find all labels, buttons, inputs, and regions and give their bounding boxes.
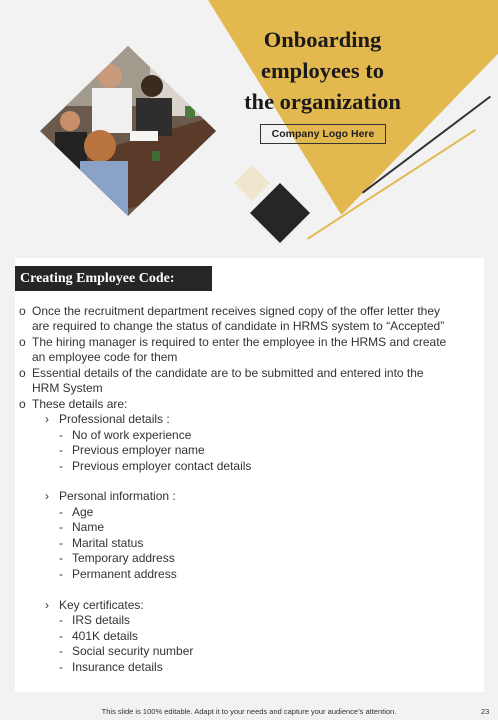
detail-item: IRS details: [72, 613, 131, 627]
group-label: Professional details :: [59, 412, 170, 426]
detail-item: Insurance details: [72, 660, 163, 674]
company-logo-placeholder: [260, 124, 386, 144]
detail-item: Permanent address: [72, 567, 177, 581]
item-marker: -: [59, 520, 63, 534]
detail-item: Previous employer contact details: [72, 459, 252, 473]
item-marker: -: [59, 567, 63, 581]
cream-diamond-shape: [234, 165, 270, 201]
item-marker: -: [59, 629, 63, 643]
detail-item: Social security number: [72, 644, 194, 658]
content-panel: [15, 258, 484, 692]
detail-item: No of work experience: [72, 428, 192, 442]
bullet-text: The hiring manager is required to enter the employee in the HRMS and create: [32, 335, 447, 349]
footer-note: This slide is 100% editable. Adapt it to your needs and capture your audience’s attention.: [101, 707, 397, 716]
detail-item: Name: [72, 520, 105, 534]
group-label: Key certificates:: [59, 598, 144, 612]
item-marker: -: [59, 660, 63, 674]
title-line: Onboarding: [263, 27, 382, 52]
page-number: 23: [481, 707, 490, 716]
bullet-text: an employee code for them: [32, 350, 178, 364]
detail-item: Temporary address: [72, 551, 175, 565]
bullet-marker: o: [19, 335, 26, 349]
detail-item: Marital status: [72, 536, 144, 550]
bullet-text: Essential details of the candidate are to be submitted and entered into the: [32, 366, 424, 380]
detail-item: Previous employer name: [72, 443, 205, 457]
bullet-marker: o: [19, 397, 26, 411]
bullet-text: These details are:: [32, 397, 128, 411]
title-line: the organization: [244, 89, 401, 114]
title-line: employees to: [260, 58, 385, 83]
bullet-text: are required to change the status of candidate in HRMS system to “Accepted”: [32, 319, 445, 333]
item-marker: -: [59, 459, 63, 473]
slide-title: [220, 24, 425, 117]
item-marker: -: [59, 443, 63, 457]
bullet-marker: o: [19, 366, 26, 380]
slide-header: [0, 0, 498, 258]
slide-footer: [0, 703, 498, 720]
item-marker: -: [59, 613, 63, 627]
item-marker: -: [59, 428, 63, 442]
group-marker: ›: [45, 598, 49, 612]
bullet-marker: o: [19, 304, 26, 318]
detail-item: Age: [72, 505, 94, 519]
detail-item: 401K details: [72, 629, 139, 643]
item-marker: -: [59, 505, 63, 519]
section-heading: [15, 266, 212, 291]
item-marker: -: [59, 644, 63, 658]
logo-label: Company Logo Here: [271, 128, 375, 140]
item-marker: -: [59, 551, 63, 565]
group-marker: ›: [45, 412, 49, 426]
group-marker: ›: [45, 489, 49, 503]
section-title: Creating Employee Code:: [20, 270, 175, 286]
group-label: Personal information :: [59, 489, 176, 503]
team-meeting-photo: [40, 46, 216, 216]
bullet-text: HRM System: [32, 381, 103, 395]
item-marker: -: [59, 536, 63, 550]
bullet-text: Once the recruitment department receives signed copy of the offer letter they: [32, 304, 440, 318]
